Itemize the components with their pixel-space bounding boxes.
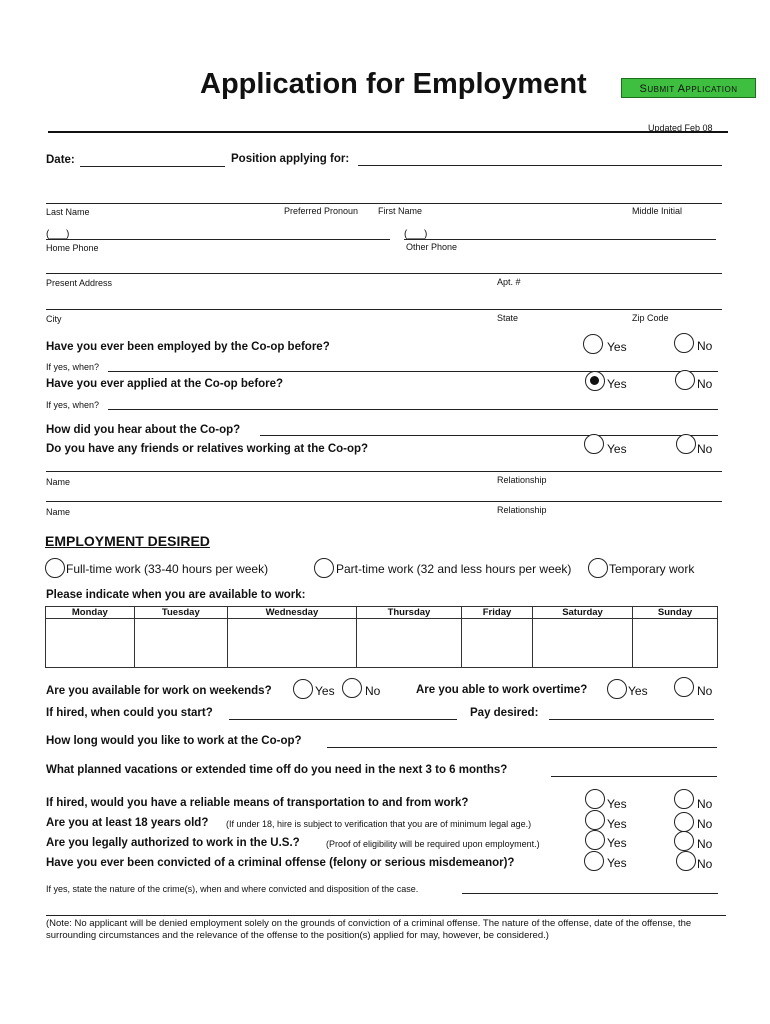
weekends-yes-radio[interactable] bbox=[293, 679, 313, 699]
authorized-note: (Proof of eligibility will be required upon employment.) bbox=[326, 839, 540, 849]
availability-cell[interactable] bbox=[532, 619, 632, 668]
page-title: Application for Employment bbox=[200, 68, 587, 100]
yes-label: Yes bbox=[628, 684, 648, 698]
temporary-label: Temporary work bbox=[609, 562, 695, 576]
position-field[interactable] bbox=[358, 165, 722, 166]
how-long-field[interactable] bbox=[327, 747, 717, 748]
applied-when-field[interactable] bbox=[108, 409, 718, 410]
overtime-no-radio[interactable] bbox=[674, 677, 694, 697]
relationship-label: Relationship bbox=[497, 475, 547, 485]
other-area-code: (___) bbox=[404, 229, 428, 240]
crime-details-field[interactable] bbox=[462, 893, 718, 894]
zip-label: Zip Code bbox=[632, 313, 669, 323]
yes-label: Yes bbox=[315, 684, 335, 698]
yes-label: Yes bbox=[607, 817, 627, 831]
yes-label: Yes bbox=[607, 797, 627, 811]
present-address-label: Present Address bbox=[46, 278, 113, 288]
convicted-yes-radio[interactable] bbox=[584, 851, 604, 871]
crime-details-label: If yes, state the nature of the crime(s), when and where convicted and disposition of the case. bbox=[46, 884, 419, 894]
name-label: Name bbox=[46, 507, 71, 517]
convicted-no-radio[interactable] bbox=[676, 851, 696, 871]
day-header-row bbox=[46, 607, 718, 619]
last-name-label: Last Name bbox=[46, 207, 90, 217]
part-time-label: Part-time work (32 and less hours per week) bbox=[336, 562, 572, 576]
availability-table bbox=[45, 606, 718, 668]
pay-field[interactable] bbox=[549, 719, 714, 720]
employed-before-question: Have you ever been employed by the Co-op before? bbox=[46, 341, 330, 353]
availability-row bbox=[46, 619, 718, 668]
age-question: Are you at least 18 years old? bbox=[46, 817, 209, 829]
home-area-code: (___) bbox=[46, 229, 70, 240]
submit-application-button[interactable]: Submit Application bbox=[621, 78, 756, 98]
availability-label: Please indicate when you are available to work: bbox=[46, 589, 306, 601]
overtime-yes-radio[interactable] bbox=[607, 679, 627, 699]
day-header: Tuesday bbox=[134, 607, 227, 619]
applied-before-no-radio[interactable] bbox=[675, 370, 695, 390]
availability-cell[interactable] bbox=[633, 619, 718, 668]
day-header: Friday bbox=[462, 607, 533, 619]
employed-before-yes-radio[interactable] bbox=[583, 334, 603, 354]
date-label: Date: bbox=[46, 154, 75, 166]
conviction-note: (Note: No applicant will be denied employment solely on the grounds of conviction of a criminal offense. The nature of the offense, date of the offense, the surrounding circumstances and the relevance of the offense to the position(s) applied for may, however, be considered.) bbox=[46, 918, 692, 941]
vacations-field[interactable] bbox=[551, 776, 717, 777]
age-no-radio[interactable] bbox=[674, 812, 694, 832]
start-question: If hired, when could you start? bbox=[46, 707, 213, 719]
day-header: Sunday bbox=[633, 607, 718, 619]
home-phone-field[interactable] bbox=[46, 239, 390, 240]
age-yes-radio[interactable] bbox=[585, 810, 605, 830]
authorized-yes-radio[interactable] bbox=[585, 830, 605, 850]
no-label: No bbox=[697, 797, 713, 811]
city-line[interactable] bbox=[46, 309, 722, 310]
hear-about-question: How did you hear about the Co-op? bbox=[46, 424, 241, 436]
authorized-no-radio[interactable] bbox=[674, 831, 694, 851]
availability-cell[interactable] bbox=[46, 619, 135, 668]
relative-line-1[interactable] bbox=[46, 471, 722, 472]
date-field[interactable] bbox=[80, 166, 225, 167]
relationship-label: Relationship bbox=[497, 505, 547, 515]
if-yes-when-label: If yes, when? bbox=[46, 362, 100, 372]
other-phone-field[interactable] bbox=[404, 239, 716, 240]
other-phone-label: Other Phone bbox=[406, 242, 458, 252]
no-label: No bbox=[365, 684, 381, 698]
transport-yes-radio[interactable] bbox=[585, 789, 605, 809]
apt-label: Apt. # bbox=[497, 277, 521, 287]
weekends-question: Are you available for work on weekends? bbox=[46, 685, 272, 697]
home-phone-label: Home Phone bbox=[46, 243, 99, 253]
relative-line-2[interactable] bbox=[46, 501, 722, 502]
name-line[interactable] bbox=[46, 203, 722, 204]
availability-cell[interactable] bbox=[228, 619, 357, 668]
full-time-label: Full-time work (33-40 hours per week) bbox=[66, 562, 269, 576]
temporary-radio[interactable] bbox=[588, 558, 608, 578]
day-header: Thursday bbox=[356, 607, 461, 619]
position-label: Position applying for: bbox=[231, 153, 350, 165]
age-note: (If under 18, hire is subject to verification that you are of minimum legal age.) bbox=[226, 819, 532, 829]
employment-desired-heading: EMPLOYMENT DESIRED bbox=[45, 533, 210, 549]
state-label: State bbox=[497, 313, 519, 323]
yes-label: Yes bbox=[607, 856, 627, 870]
employed-before-no-radio[interactable] bbox=[674, 333, 694, 353]
day-header: Monday bbox=[46, 607, 135, 619]
authorized-question: Are you legally authorized to work in the U.S.? bbox=[46, 837, 300, 849]
name-label: Name bbox=[46, 477, 71, 487]
transport-question: If hired, would you have a reliable means of transportation to and from work? bbox=[46, 797, 469, 809]
no-label: No bbox=[697, 817, 713, 831]
yes-label: Yes bbox=[607, 377, 627, 391]
start-field[interactable] bbox=[229, 719, 457, 720]
friends-relatives-question: Do you have any friends or relatives working at the Co-op? bbox=[46, 443, 369, 455]
if-yes-when-label: If yes, when? bbox=[46, 400, 100, 410]
weekends-no-radio[interactable] bbox=[342, 678, 362, 698]
yes-label: Yes bbox=[607, 442, 627, 456]
yes-label: Yes bbox=[607, 836, 627, 850]
first-name-label: First Name bbox=[378, 206, 423, 216]
applied-before-yes-radio[interactable] bbox=[585, 371, 605, 391]
applied-before-question: Have you ever applied at the Co-op before? bbox=[46, 378, 284, 390]
vacations-question: What planned vacations or extended time off do you need in the next 3 to 6 months? bbox=[46, 764, 508, 776]
updated-date: Updated Feb 08 bbox=[648, 123, 713, 133]
no-label: No bbox=[697, 857, 713, 871]
day-header: Saturday bbox=[532, 607, 632, 619]
preferred-pronoun-label: Preferred Pronoun bbox=[284, 206, 359, 216]
yes-label: Yes bbox=[607, 340, 627, 354]
part-time-radio[interactable] bbox=[314, 558, 334, 578]
no-label: No bbox=[697, 442, 713, 456]
pay-label: Pay desired: bbox=[470, 707, 539, 719]
no-label: No bbox=[697, 684, 713, 698]
address-line[interactable] bbox=[46, 273, 722, 274]
middle-initial-label: Middle Initial bbox=[632, 206, 683, 216]
overtime-question: Are you able to work overtime? bbox=[416, 684, 588, 696]
no-label: No bbox=[697, 837, 713, 851]
hear-about-field[interactable] bbox=[260, 435, 718, 436]
availability-cell[interactable] bbox=[134, 619, 227, 668]
no-label: No bbox=[697, 377, 713, 391]
header-rule bbox=[48, 131, 728, 133]
transport-no-radio[interactable] bbox=[674, 789, 694, 809]
friends-yes-radio[interactable] bbox=[584, 434, 604, 454]
availability-cell[interactable] bbox=[462, 619, 533, 668]
availability-cell[interactable] bbox=[356, 619, 461, 668]
city-label: City bbox=[46, 314, 62, 324]
employed-when-field[interactable] bbox=[108, 371, 718, 372]
day-header: Wednesday bbox=[228, 607, 357, 619]
full-time-radio[interactable] bbox=[45, 558, 65, 578]
how-long-question: How long would you like to work at the Co-op? bbox=[46, 735, 302, 747]
no-label: No bbox=[697, 339, 713, 353]
crime-details-line-2[interactable] bbox=[46, 915, 726, 916]
convicted-question: Have you ever been convicted of a criminal offense (felony or serious misdemeanor)? bbox=[46, 857, 515, 869]
friends-no-radio[interactable] bbox=[676, 434, 696, 454]
